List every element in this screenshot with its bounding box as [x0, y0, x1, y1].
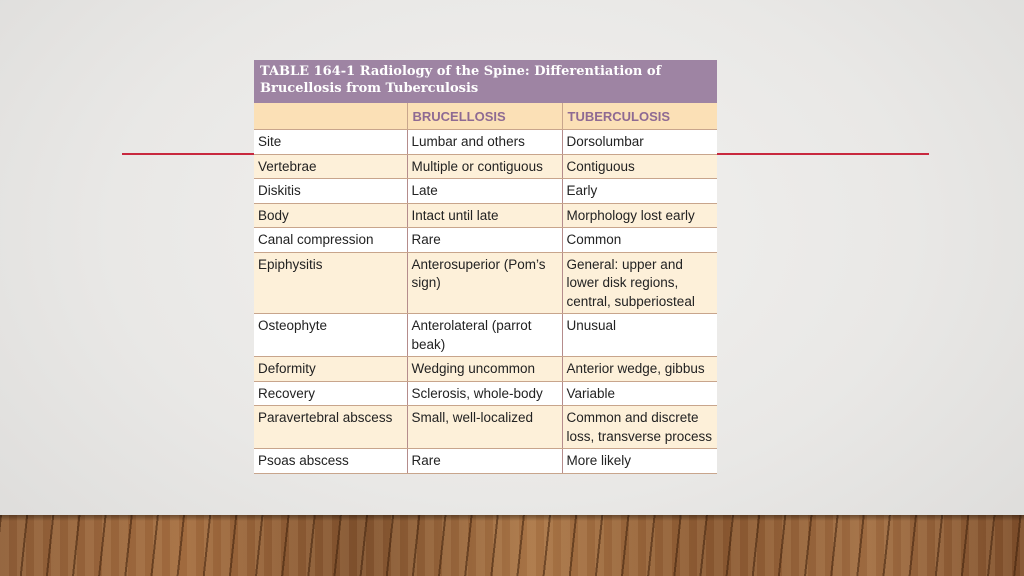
tuberculosis-cell: Dorsolumbar — [562, 130, 717, 155]
table-row — [254, 228, 717, 253]
tuberculosis-cell: Contiguous — [562, 154, 717, 179]
tuberculosis-cell: General: upper and lower disk regions, central, subperiosteal — [562, 252, 717, 314]
table-header-row — [254, 103, 717, 130]
comparison-table-card — [254, 60, 717, 471]
brucellosis-cell: Lumbar and others — [407, 130, 562, 155]
tuberculosis-cell: Variable — [562, 381, 717, 406]
table-row — [254, 314, 717, 357]
table-row — [254, 179, 717, 204]
table-row — [254, 154, 717, 179]
table-row — [254, 449, 717, 474]
row-feature-cell: Site — [254, 130, 407, 155]
brucellosis-cell: Rare — [407, 449, 562, 474]
table-row — [254, 357, 717, 382]
comparison-table — [254, 103, 717, 474]
row-feature-cell: Epiphysitis — [254, 252, 407, 314]
header-brucellosis: BRUCELLOSIS — [407, 103, 562, 130]
table-row — [254, 252, 717, 314]
table-row — [254, 406, 717, 449]
brucellosis-cell: Sclerosis, whole-body — [407, 381, 562, 406]
brucellosis-cell: Anterolateral (parrot beak) — [407, 314, 562, 357]
brucellosis-cell: Rare — [407, 228, 562, 253]
table-row — [254, 381, 717, 406]
brucellosis-cell: Intact until late — [407, 203, 562, 228]
row-feature-cell: Deformity — [254, 357, 407, 382]
row-feature-cell: Body — [254, 203, 407, 228]
wood-floor-decoration — [0, 515, 1024, 576]
brucellosis-cell: Wedging uncommon — [407, 357, 562, 382]
row-feature-cell: Diskitis — [254, 179, 407, 204]
brucellosis-cell: Late — [407, 179, 562, 204]
row-feature-cell: Canal compression — [254, 228, 407, 253]
row-feature-cell: Osteophyte — [254, 314, 407, 357]
tuberculosis-cell: More likely — [562, 449, 717, 474]
tuberculosis-cell: Morphology lost early — [562, 203, 717, 228]
row-feature-cell: Psoas abscess — [254, 449, 407, 474]
table-row — [254, 130, 717, 155]
tuberculosis-cell: Early — [562, 179, 717, 204]
header-tuberculosis: TUBERCULOSIS — [562, 103, 717, 130]
table-title: TABLE 164-1 Radiology of the Spine: Differentiation of Brucellosis from Tuberculosis — [254, 60, 717, 103]
brucellosis-cell: Small, well-localized — [407, 406, 562, 449]
brucellosis-cell: Anterosuperior (Pom’s sign) — [407, 252, 562, 314]
table-row — [254, 203, 717, 228]
tuberculosis-cell: Anterior wedge, gibbus — [562, 357, 717, 382]
header-feature — [254, 103, 407, 130]
tuberculosis-cell: Common — [562, 228, 717, 253]
tuberculosis-cell: Unusual — [562, 314, 717, 357]
row-feature-cell: Vertebrae — [254, 154, 407, 179]
row-feature-cell: Paravertebral abscess — [254, 406, 407, 449]
row-feature-cell: Recovery — [254, 381, 407, 406]
tuberculosis-cell: Common and discrete loss, transverse process — [562, 406, 717, 449]
brucellosis-cell: Multiple or contiguous — [407, 154, 562, 179]
